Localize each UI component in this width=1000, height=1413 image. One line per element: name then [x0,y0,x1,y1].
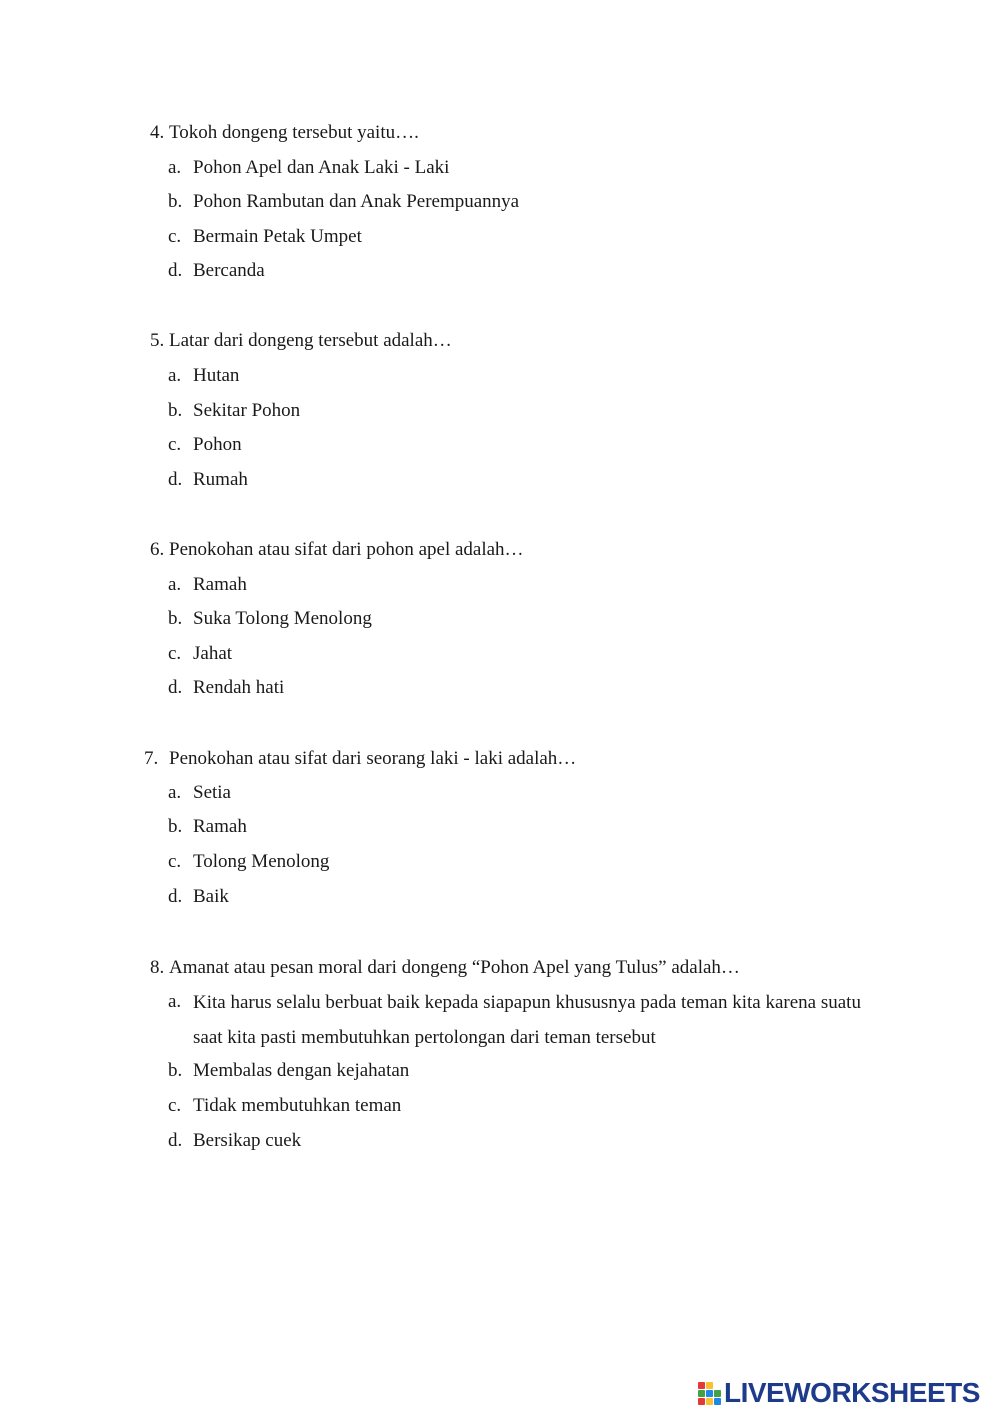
option-letter: d. [168,677,183,698]
option-text: Pohon [193,434,242,455]
option-letter: a. [168,574,182,595]
option-b[interactable] [0,191,1000,213]
question-number: 7. [144,748,159,769]
option-text: Ramah [193,816,247,837]
option-c[interactable] [0,851,1000,873]
option-letter: c. [168,226,182,247]
liveworksheets-logo [698,1376,980,1410]
option-text: Bermain Petak Umpet [193,226,362,247]
option-text: Bersikap cuek [193,1130,302,1151]
option-c[interactable] [0,643,1000,665]
option-letter: c. [168,643,182,664]
option-text: Setia [193,782,231,803]
option-letter: b. [168,608,183,629]
option-d[interactable] [0,677,1000,699]
option-b[interactable] [0,400,1000,422]
question-text: Amanat atau pesan moral dari dongeng “Pohon Apel yang Tulus” adalah… [169,957,740,978]
option-letter: a. [168,782,182,803]
option-text: Sekitar Pohon [193,400,301,421]
question-text: Penokohan atau sifat dari seorang laki - laki adalah… [169,748,577,769]
option-d[interactable] [0,1130,1000,1152]
option-text: Pohon Rambutan dan Anak Perempuannya [193,191,520,212]
option-a[interactable] [0,157,1000,179]
question-text: Tokoh dongeng tersebut yaitu…. [169,122,419,143]
option-letter: d. [168,1130,183,1151]
option-letter: b. [168,400,183,421]
option-text: Tolong Menolong [193,851,330,872]
option-text: Suka Tolong Menolong [193,608,372,629]
option-letter: d. [168,886,183,907]
question-number: 4. [150,122,165,143]
option-b[interactable] [0,1060,1000,1082]
question-text: Latar dari dongeng tersebut adalah… [169,330,452,351]
option-c[interactable] [0,1095,1000,1117]
option-a[interactable] [0,991,1000,1061]
option-text: Ramah [193,574,247,595]
question-number: 6. [150,539,165,560]
option-c[interactable] [0,434,1000,456]
option-text: Membalas dengan kejahatan [193,1060,410,1081]
option-letter: b. [168,191,183,212]
option-text: Jahat [193,643,233,664]
option-text: Rumah [193,469,248,490]
option-letter: c. [168,851,182,872]
option-d[interactable] [0,469,1000,491]
option-text: Rendah hati [193,677,285,698]
logo-mark-icon [698,1380,722,1406]
option-text: Kita harus selalu berbuat baik kepada siapapun khususnya pada teman kita karena suatu saat kita pasti membutuhkan pertolongan dari teman tersebut [193,992,861,1048]
question-text: Penokohan atau sifat dari pohon apel adalah… [169,539,524,560]
logo-text: LIVEWORKSHEETS [724,1377,980,1408]
option-letter: d. [168,260,183,281]
option-letter: d. [168,469,183,490]
option-letter: a. [168,365,182,386]
question-number: 5. [150,330,165,351]
option-c[interactable] [0,226,1000,248]
option-a[interactable] [0,782,1000,804]
option-letter: b. [168,1060,183,1081]
option-d[interactable] [0,260,1000,282]
option-b[interactable] [0,816,1000,838]
option-letter: b. [168,816,183,837]
option-text: Pohon Apel dan Anak Laki - Laki [193,157,450,178]
option-letter: c. [168,434,182,455]
option-text: Bercanda [193,260,265,281]
option-text: Tidak membutuhkan teman [193,1095,402,1116]
option-a[interactable] [0,574,1000,596]
question-number: 8. [150,957,165,978]
option-d[interactable] [0,886,1000,908]
option-letter: a. [168,991,182,1012]
option-letter: a. [168,157,182,178]
option-letter: c. [168,1095,182,1116]
option-b[interactable] [0,608,1000,630]
option-text: Baik [193,886,229,907]
option-text: Hutan [193,365,240,386]
option-a[interactable] [0,365,1000,387]
